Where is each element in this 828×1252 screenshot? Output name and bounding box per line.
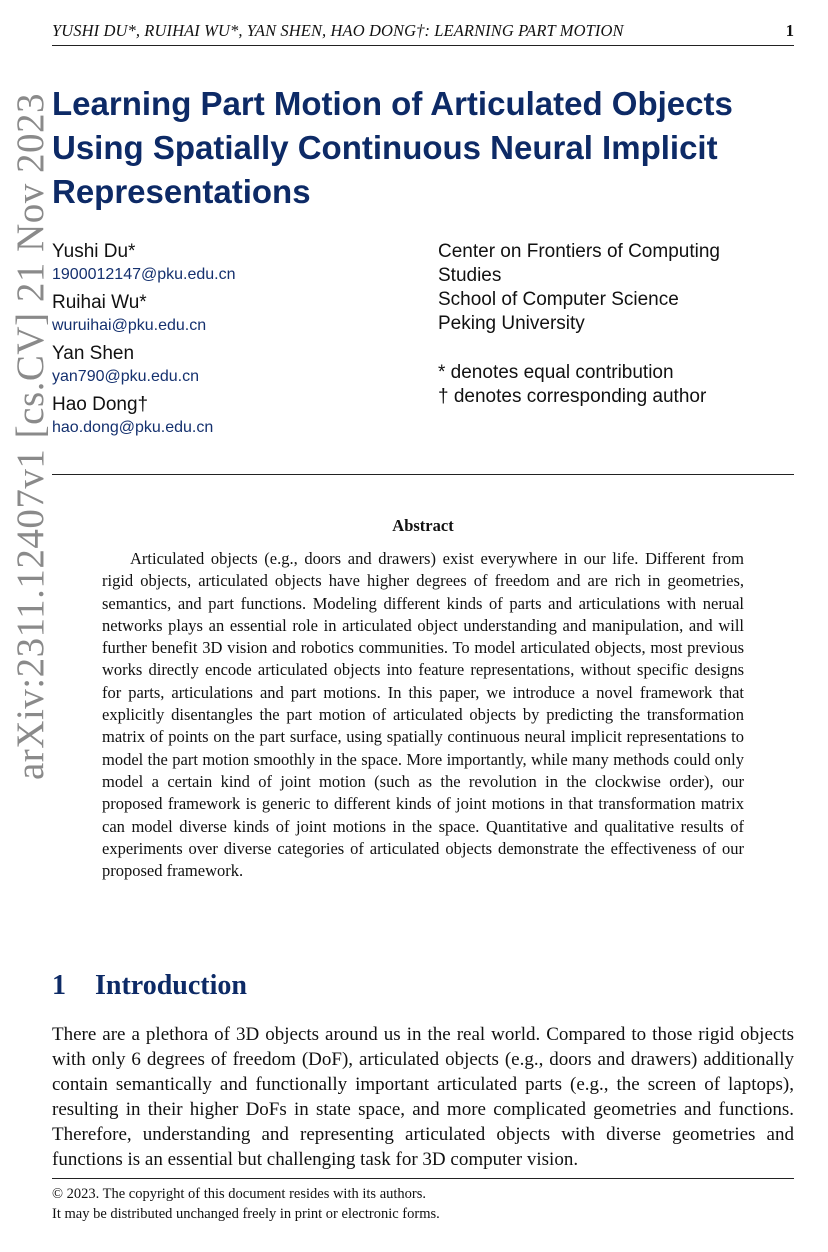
author-list	[52, 240, 412, 444]
page-number: 1	[785, 21, 794, 40]
section-number: 1	[52, 970, 66, 1001]
section-heading	[52, 970, 794, 1002]
author-email-link[interactable]: wuruihai@pku.edu.cn	[52, 317, 207, 334]
author-entry	[52, 291, 412, 337]
divider	[52, 474, 794, 475]
author-entry	[52, 393, 412, 439]
affiliation-line: Studies	[438, 265, 502, 286]
author-name: Yushi Du*	[52, 241, 136, 262]
abstract-heading: Abstract	[392, 516, 454, 535]
affiliation-line: Center on Frontiers of Computing	[438, 241, 720, 262]
paper-title: Learning Part Motion of Articulated Objects Using Spatially Continuous Neural Implicit Representations	[52, 85, 733, 210]
contribution-notes	[438, 361, 798, 409]
affiliation-block	[438, 240, 798, 409]
author-entry	[52, 240, 412, 286]
footer-divider	[52, 1178, 794, 1179]
author-email-link[interactable]: hao.dong@pku.edu.cn	[52, 419, 214, 436]
author-email-link[interactable]: 1900012147@pku.edu.cn	[52, 266, 236, 283]
author-name: Yan Shen	[52, 343, 135, 364]
affiliation-line: School of Computer Science	[438, 289, 679, 310]
running-header	[52, 19, 794, 46]
affiliation-line: Peking University	[438, 313, 585, 334]
abstract-text: Articulated objects (e.g., doors and drawers) exist everywhere in our life. Different from rigid objects, articulated objects have higher degrees of freedom and are rich in geometries, semantics, and part functions. Modeling different kinds of parts and articulations with nerual networks plays an essential role in articulated object understanding and manipulation, and will further benefit 3D vision and robotics communities. To model articulated objects, most previous works directly encode articulated objects into feature representations, without specific designs for parts, articulations and part motions. In this paper, we introduce a novel framework that explicitly disentangles the part motion of articulated objects by predicting the transformation matrix of points on the part surface, using spatially continuous neural implicit representations to model the part motion smoothly in the space. More importantly, while many methods could only model a certain kind of joint motion (such as the revolution in the clockwise order), our proposed framework is generic to different kinds of joint motions in that transformation matrix can model diverse kinds of joint motions in the space. Quantitative and qualitative results of experiments over diverse categories of articulated objects demonstrate the effectiveness of our proposed framework.	[102, 549, 744, 881]
author-entry	[52, 342, 412, 388]
author-name: Ruihai Wu*	[52, 292, 147, 313]
copyright-notice: © 2023. The copyright of this document resides with its authors.	[52, 1186, 427, 1202]
section-title: Introduction	[95, 970, 247, 1001]
running-header-text: YUSHI DU*, RUIHAI WU*, YAN SHEN, HAO DONG†: LEARNING PART MOTION	[52, 21, 624, 40]
footer	[52, 1184, 794, 1224]
distribution-notice: It may be distributed unchanged freely in print or electronic forms.	[52, 1206, 440, 1222]
author-name: Hao Dong†	[52, 394, 149, 415]
arxiv-stamp: arXiv:2311.12407v1 [cs.CV] 21 Nov 2023	[9, 93, 52, 780]
equal-contribution-note: * denotes equal contribution	[438, 362, 674, 383]
corresponding-author-note: † denotes corresponding author	[438, 386, 707, 407]
introduction-text: There are a plethora of 3D objects around us in the real world. Compared to those rigid objects with only 6 degrees of freedom (DoF), articulated objects (e.g., doors and drawers) additionally contain semantically and functionally important articulated parts (e.g., the screen of laptops), resulting in their higher DoFs in state space, and more complicated geometries and functions. Therefore, understanding and representing articulated objects with diverse geometries and functions is an essential but challenging task for 3D computer vision.	[52, 1024, 794, 1170]
author-email-link[interactable]: yan790@pku.edu.cn	[52, 368, 200, 385]
